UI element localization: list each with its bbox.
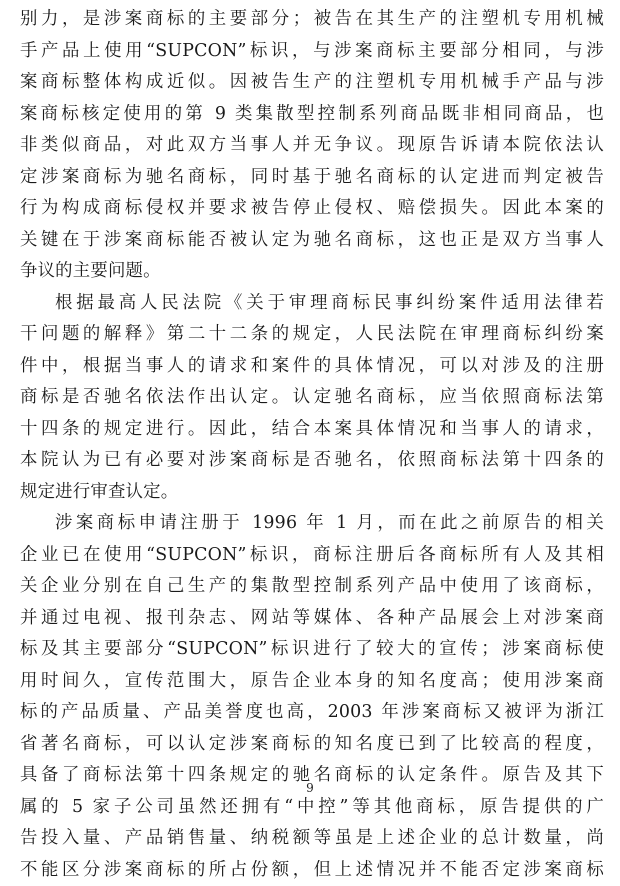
text-line: 行为构成商标侵权并要求被告停止侵权、赔偿损失。因此本案的 (20, 193, 604, 225)
text-line: 争议的主要问题。 (20, 256, 604, 288)
text-line: 十四条的规定进行。因此，结合本案具体情况和当事人的请求， (20, 414, 604, 446)
text-line: 不能区分涉案商标的所占份额，但上述情况并不能否定涉案商标 (20, 855, 604, 886)
text-line: 案商标核定使用的第 9 类集散型控制系列商品既非相同商品，也 (20, 99, 604, 131)
text-line: 关企业分别在自己生产的集散型控制系列产品中使用了该商标， (20, 571, 604, 603)
text-line: 关键在于涉案商标能否被认定为驰名商标，这也正是双方当事人 (20, 225, 604, 257)
text-line: 属的 5 家子公司虽然还拥有“中控”等其他商标，原告提供的广 (20, 792, 604, 824)
text-line: 规定进行审查认定。 (20, 477, 604, 509)
text-line: 商标是否驰名依法作出认定。认定驰名商标，应当依照商标法第 (20, 382, 604, 414)
text-line: 干问题的解释》第二十二条的规定，人民法院在审理商标纠纷案 (20, 319, 604, 351)
text-line: 标的产品质量、产品美誉度也高，2003 年涉案商标又被评为浙江 (20, 697, 604, 729)
page-number: 9 (0, 781, 620, 795)
text-line: 企业已在使用“SUPCON”标识，商标注册后各商标所有人及其相 (20, 540, 604, 572)
text-line: 用时间久，宣传范围大，原告企业本身的知名度高；使用涉案商 (20, 666, 604, 698)
text-line: 案商标整体构成近似。因被告生产的注塑机专用机械手产品与涉 (20, 67, 604, 99)
text-line: 并通过电视、报刊杂志、网站等媒体、各种产品展会上对涉案商 (20, 603, 604, 635)
document-body (20, 4, 604, 886)
text-line: 手产品上使用“SUPCON”标识，与涉案商标主要部分相同，与涉 (20, 36, 604, 68)
text-line: 定涉案商标为驰名商标，同时基于驰名商标的认定进而判定被告 (20, 162, 604, 194)
text-line: 告投入量、产品销售量、纳税额等虽是上述企业的总计数量，尚 (20, 823, 604, 855)
text-line: 非类似商品，对此双方当事人并无争议。现原告诉请本院依法认 (20, 130, 604, 162)
text-line: 本院认为已有必要对涉案商标是否驰名，依照商标法第十四条的 (20, 445, 604, 477)
text-line: 具备了商标法第十四条规定的驰名商标的认定条件。原告及其下 (20, 760, 604, 792)
text-line: 根据最高人民法院《关于审理商标民事纠纷案件适用法律若 (20, 288, 604, 320)
text-line: 别力，是涉案商标的主要部分；被告在其生产的注塑机专用机械 (20, 4, 604, 36)
text-line: 件中，根据当事人的请求和案件的具体情况，可以对涉及的注册 (20, 351, 604, 383)
text-line: 涉案商标申请注册于 1996 年 1 月，而在此之前原告的相关 (20, 508, 604, 540)
text-line: 标及其主要部分“SUPCON”标识进行了较大的宣传；涉案商标使 (20, 634, 604, 666)
text-line: 省著名商标，可以认定涉案商标的知名度已到了比较高的程度， (20, 729, 604, 761)
